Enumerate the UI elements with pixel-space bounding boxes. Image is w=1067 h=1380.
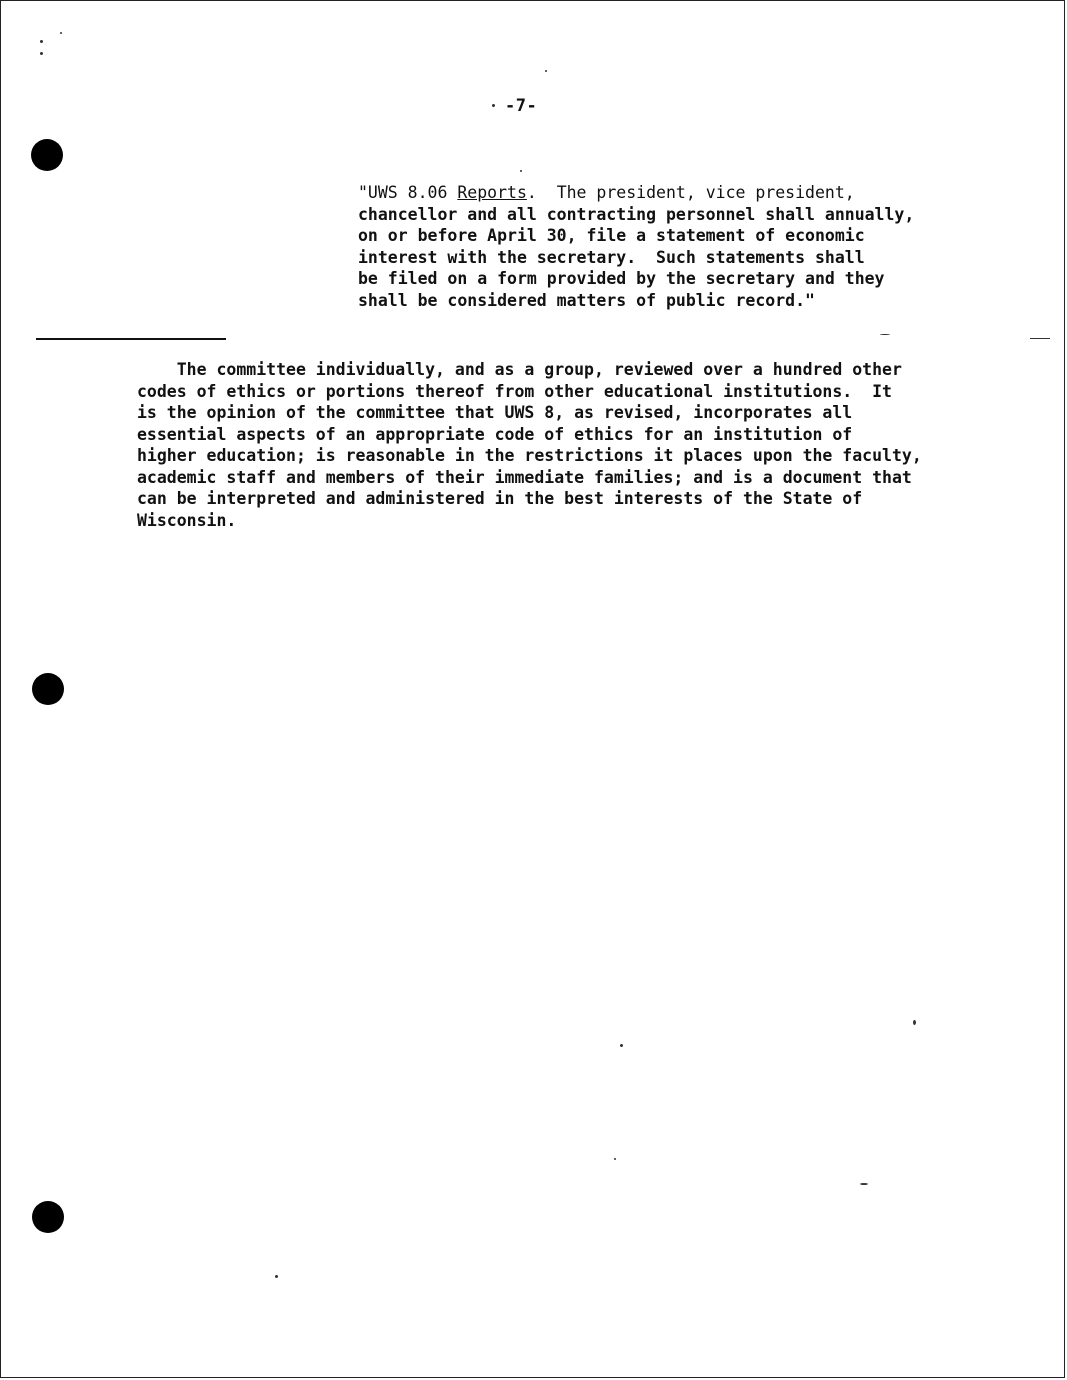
page-number: -7- [505,96,538,116]
quote-line-1-text: . The president, vice president, [526,183,855,202]
committee-paragraph [137,359,997,531]
quote-line-4: interest with the secretary. Such statements shall [358,247,865,267]
body-line-1: The committee individually, and as a group, reviewed over a hundred other [137,360,902,379]
body-line-2: codes of ethics or portions thereof from other educational institutions. It [137,381,892,401]
section-divider-left [36,338,226,340]
quote-line-5: be filed on a form provided by the secretary and they [358,269,885,288]
scan-speck [614,1158,616,1160]
quote-line-1 [358,182,998,204]
scan-speck [40,52,43,55]
body-line-3: is the opinion of the committee that UWS 8, as revised, incorporates all [137,403,853,422]
body-line-7: can be interpreted and administered in the best interests of the State of [137,489,863,508]
body-line-8: Wisconsin. [137,510,237,530]
quote-line-2: chancellor and all contracting personnel shall annually, [358,204,915,224]
binder-hole-bottom [32,1201,64,1233]
body-line-5: higher education; is reasonable in the restrictions it places upon the faculty, [137,446,922,465]
body-line-4: essential aspects of an appropriate code of ethics for an institution of [137,424,853,444]
scan-speck [275,1275,278,1278]
scan-speck [620,1044,623,1047]
body-line-6: academic staff and members of their immediate families; and is a document that [137,467,912,487]
quote-heading: Reports [457,183,527,202]
scan-speck [60,32,62,34]
scan-speck [880,334,890,335]
section-divider-right [1030,338,1050,339]
quote-section-number: "UWS 8.06 [358,183,448,202]
scan-speck [860,1183,868,1185]
binder-hole-top [31,139,63,171]
scan-speck [913,1020,916,1025]
quote-line-6: shall be considered matters of public record." [358,290,815,310]
quote-line-3: on or before April 30, file a statement of economic [358,226,865,245]
scan-speck [40,40,43,43]
scan-speck [520,170,522,172]
binder-hole-middle [32,673,64,705]
scan-speck [545,70,547,72]
quoted-regulation [358,182,998,311]
scan-speck [492,104,495,107]
